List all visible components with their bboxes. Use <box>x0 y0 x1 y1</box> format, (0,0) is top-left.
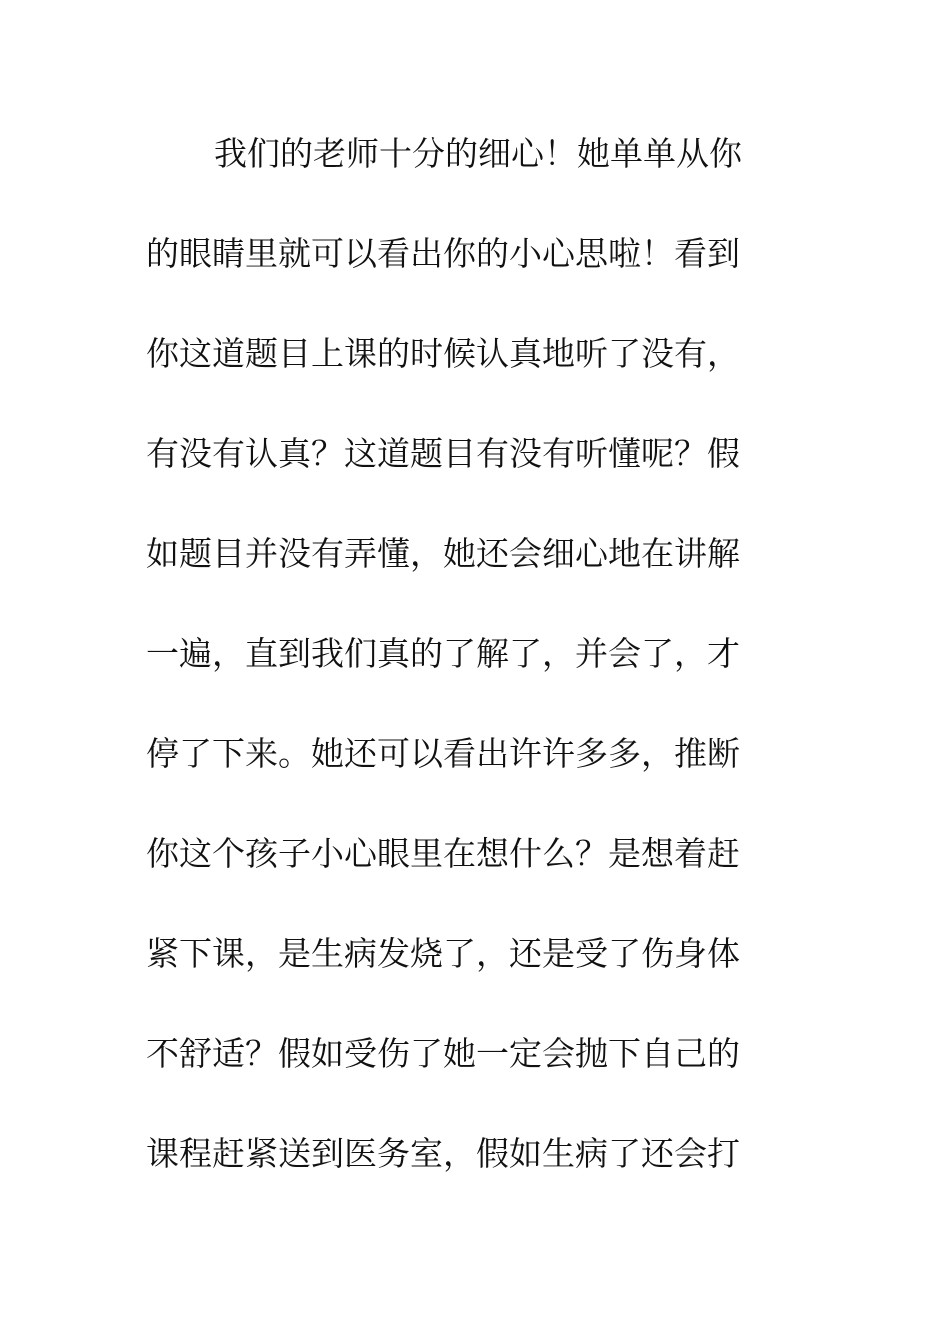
text-line: 一遍，直到我们真的了解了，并会了，才 <box>146 634 740 673</box>
text-line: 如题目并没有弄懂，她还会细心地在讲解 <box>146 534 740 573</box>
text-line: 你这道题目上课的时候认真地听了没有， <box>146 334 740 373</box>
text-line: 课程赶紧送到医务室，假如生病了还会打 <box>146 1134 740 1173</box>
text-line: 的眼睛里就可以看出你的小心思啦！看到 <box>146 234 740 273</box>
text-line: 停了下来。她还可以看出许许多多，推断 <box>146 734 740 773</box>
text-line: 不舒适？假如受伤了她一定会抛下自己的 <box>146 1034 740 1073</box>
text-line: 有没有认真？这道题目有没有听懂呢？假 <box>146 434 740 473</box>
body-paragraph <box>146 126 786 1226</box>
text-line: 紧下课，是生病发烧了，还是受了伤身体 <box>146 934 740 973</box>
text-line: 你这个孩子小心眼里在想什么？是想着赶 <box>146 834 740 873</box>
text-line: 我们的老师十分的细心！她单单从你 <box>214 134 742 173</box>
